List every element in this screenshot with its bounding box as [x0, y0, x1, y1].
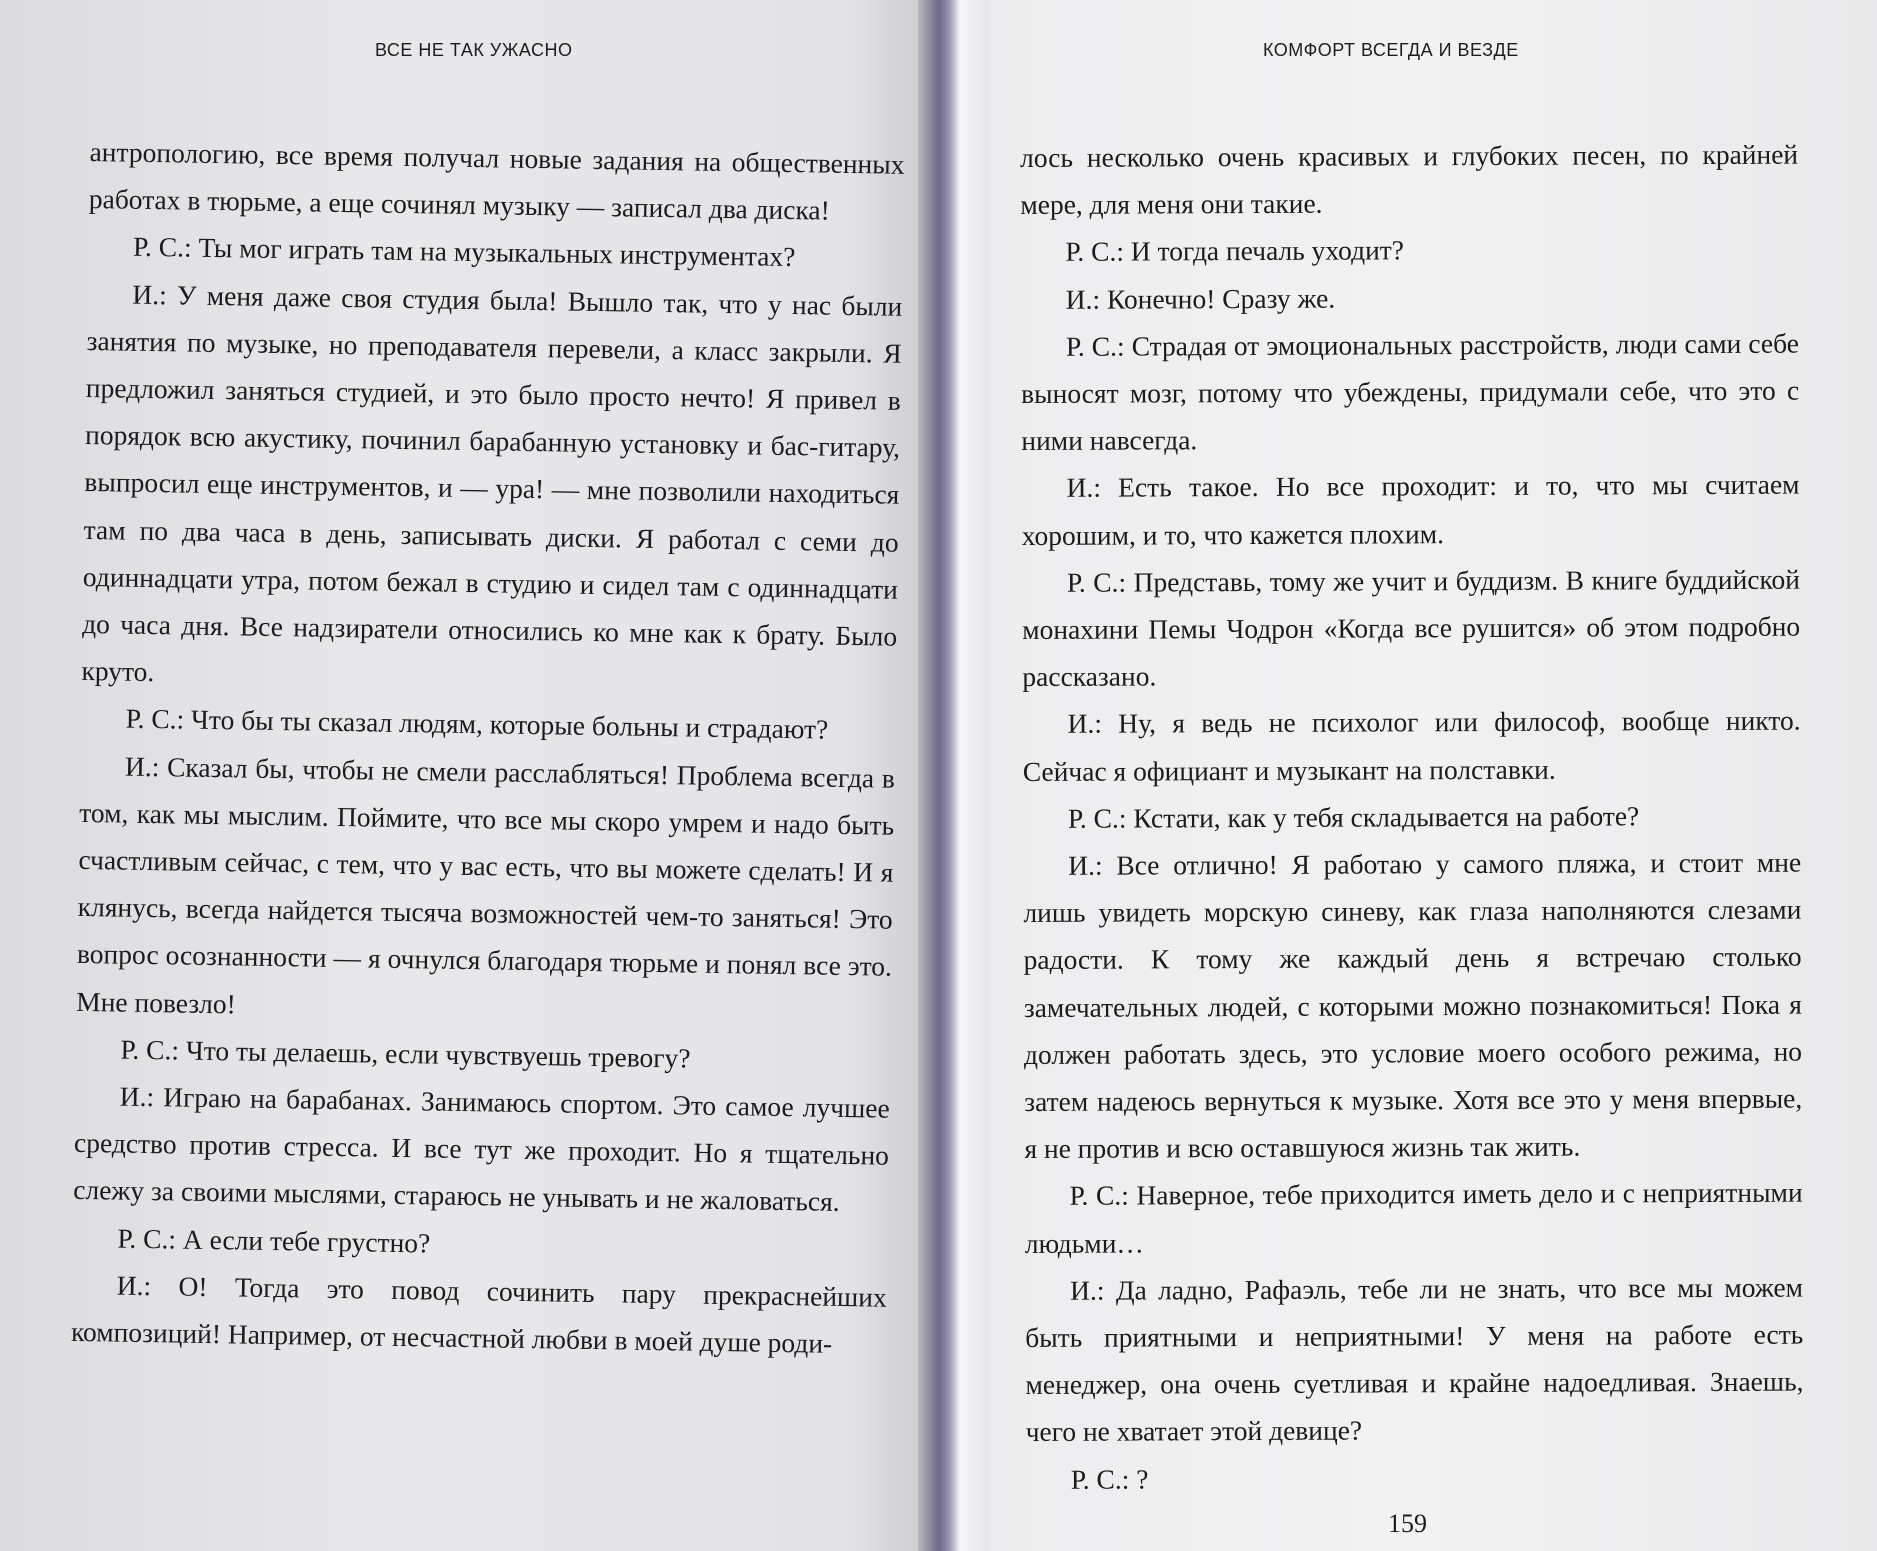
left-running-head: ВСЕ НЕ ТАК УЖАСНО	[375, 40, 573, 60]
paragraph: Р. С.: И тогда печаль уходит?	[1065, 234, 1405, 268]
paragraph: Р. С.: Ты мог играть там на музыкальных инструментах?	[132, 231, 796, 273]
right-running-head: КОМФОРТ ВСЕГДА И ВЕЗДЕ	[1263, 40, 1519, 60]
left-page-text	[71, 128, 905, 1368]
paragraph: Р. С.: ?	[1070, 1463, 1149, 1495]
paragraph: Р. С.: Наверное, тебе приходится иметь дело и с неприятными людьми…	[1024, 1177, 1803, 1259]
paragraph: Р. С.: Кстати, как у тебя складывается на работе?	[1067, 800, 1640, 834]
paragraph: И.: Конечно! Сразу же.	[1065, 282, 1336, 315]
paragraph: И.: Сказал бы, чтобы не смели расслабляться! Проблема всегда в том, как мы мыслим. Поймите, что все мы скоро умрем и надо быть счастливым сейчас, с тем, что у вас есть, что вы можете сделать! И я клянусь, всегда найдется тысяча возможностей чем-то заняться! Это вопрос осознанности — я очнулся благодаря тюрьме и понял все это. Мне повезло!	[76, 750, 896, 1020]
paragraph: лось несколько очень красивых и глубоких песен, по крайней мере, для меня они такие.	[1020, 138, 1799, 221]
book-gutter	[918, 0, 988, 1551]
paragraph: антропологию, все время получал новые задания на общественных работах в тюрьме, а еще сочинял музыку — записал два диска!	[88, 135, 905, 226]
paragraph: Р. С.: Что бы ты сказал людям, которые больны и страдают?	[125, 703, 829, 746]
paragraph: Р. С.: Представь, тому же учит и буддизм. В книге буддийской монахини Пемы Чодрон «Когда все рушится» об этом подробно рассказано.	[1022, 563, 1801, 693]
paragraph: И.: Есть такое. Но все проходит: и то, что мы считаем хорошим, и то, что кажется плохим.	[1021, 469, 1800, 551]
paragraph: И.: О! Тогда это повод сочинить пару прекраснейших композиций! Например, от несчастной любви в моей душе роди-	[70, 1269, 887, 1359]
paragraph: Р. С.: Что ты делаешь, если чувствуешь тревогу?	[120, 1033, 691, 1074]
right-page	[988, 0, 1877, 1551]
page-number: 159	[1388, 1509, 1427, 1538]
paragraph: И.: Все отлично! Я работаю у самого пляжа, и стоит мне лишь увидеть морскую синеву, как глаза наполняются слезами радости. К тому же каждый день я встречаю столько замечательных людей, с которыми можно познакомиться! Пока я должен работать здесь, это условие моего особого режима, но затем надеюсь вернуться к музыке. Хотя все это у меня впервые, я не против и всю оставшуюся жизнь так жить.	[1023, 846, 1803, 1165]
paragraph: Р. С.: Страдая от эмоциональных расстройств, люди сами себе выносят мозг, потому что убеждены, придумали себе, что это с ними навсегда.	[1021, 327, 1800, 457]
paragraph: И.: Играю на барабанах. Занимаюсь спортом. Это самое лучшее средство против стресса. И все тут же проходит. Но я тщательно слежу за своими мыслями, стараюсь не унывать и не жаловаться.	[73, 1080, 890, 1218]
paragraph: И.: У меня даже своя студия была! Вышло так, что у нас были занятия по музыке, но преподавателя перевели, а класс закрыли. Я предложил заняться студией, и это было просто нечто! Я привел в порядок всю акустику, починил барабанную установку и бас-гитару, выпросил еще инструментов, и — ура! — мне позволили находиться там по два часа в день, записывать диски. Я работал с семи до одиннадцати утра, потом бежал в студию и сидел там с одиннадцати до часа дня. Все надзиратели относились ко мне как к брату. Было круто.	[81, 278, 903, 688]
right-page-text	[1020, 131, 1804, 1503]
paragraph: И.: Ну, я ведь не психолог или философ, вообще никто. Сейчас я официант и музыкант на полставки.	[1022, 705, 1801, 787]
paragraph: Р. С.: А если тебе грустно?	[117, 1222, 431, 1259]
paragraph: И.: Да ладно, Рафаэль, тебе ли не знать, что все мы можем быть приятными и неприятными! У меня на работе есть менеджер, она очень суетливая и крайне надоедливая. Знаешь, чего не хватает этой девице?	[1025, 1271, 1804, 1448]
left-page	[0, 0, 918, 1551]
